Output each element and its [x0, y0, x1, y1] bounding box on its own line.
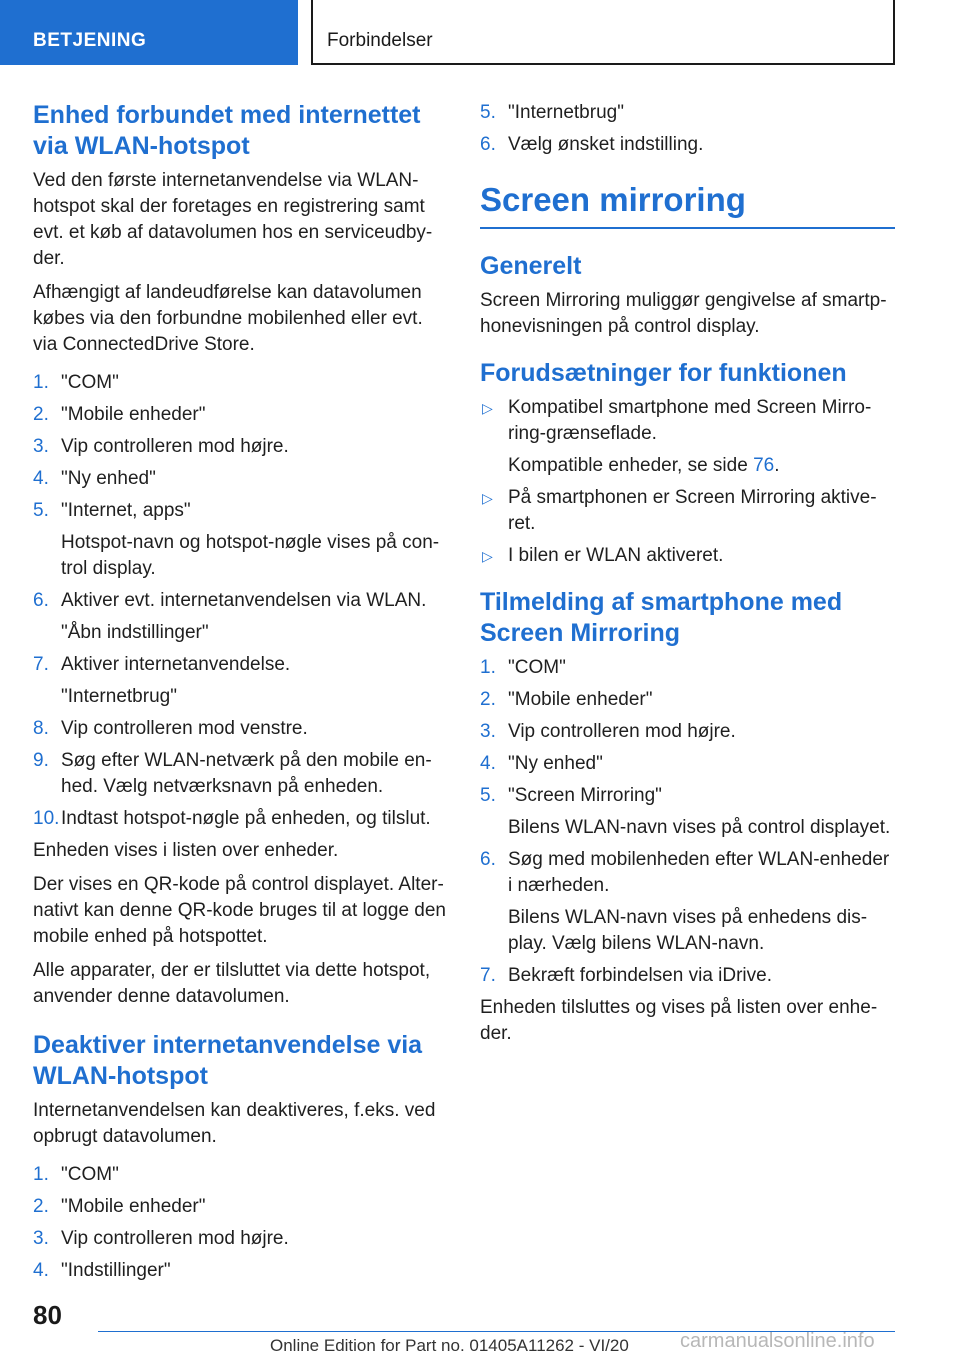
right-column [480, 100, 895, 1055]
list-item: 4. "Ny enhed" [480, 753, 603, 774]
triangle-bullet-icon: ▷ [482, 400, 493, 416]
paragraph: Alle apparater, der er tilsluttet via dette hotspot, anvender denne datavolumen. [33, 960, 431, 1007]
list-item: 3. Vip controlleren mod højre. [33, 1228, 289, 1249]
page-number: 80 [33, 1300, 62, 1330]
list-item: 5. "Internet, apps" Hotspot-navn og hotspot-nøgle vises på control display. [33, 500, 440, 579]
list-item: 10. Indtast hotspot-nøgle på enheden, og tilslut. [33, 808, 431, 829]
list-item: 6. Søg med mobilenheden efter WLAN-enheder i nærheden. Bilens WLAN-navn vises på enhedens display. Vælg bilens WLAN-navn. [480, 849, 890, 954]
list-item: ▷ Kompatibel smartphone med Screen Mirroring-grænseflade. Kompatible enheder, se side 76. [482, 397, 872, 476]
chapter-label: Forbindelser [327, 30, 433, 51]
section-tab [0, 0, 298, 65]
section-title-wlan-hotspot: Enhed forbundet med internettet via WLAN-hotspot [33, 101, 421, 160]
paragraph: Enheden vises i listen over enheder. [33, 840, 339, 861]
list-item: 2. "Mobile enheder" [33, 404, 206, 425]
paragraph: Afhængigt af landeudførelse kan datavolumen købes via den forbundne mobilenhed eller evt. via ConnectedDrive Store. [33, 282, 423, 355]
paragraph: Screen Mirroring muliggør gengivelse af smartphonevisningen på control display. [480, 290, 887, 337]
paragraph: Enheden tilsluttes og vises på listen over enheder. [480, 997, 878, 1044]
list-item: 4. "Indstillinger" [33, 1260, 171, 1281]
list-item: ▷ I bilen er WLAN aktiveret. [480, 543, 895, 569]
list-item: 7. Bekræft forbindelsen via iDrive. [480, 965, 772, 986]
list-item: 7. Aktiver internetanvendelse. "Internetbrug" [33, 654, 291, 707]
list-item: 2. "Mobile enheder" [480, 689, 653, 710]
section-title-deactivate: Deaktiver internetanvendelse via WLAN-hotspot [33, 1031, 423, 1090]
paragraph: Internetanvendelsen kan deaktiveres, f.eks. ved opbrugt datavolumen. [33, 1100, 436, 1147]
paragraph: Der vises en QR-kode på control displayet. Alternativt kan denne QR-kode bruges til at logge den mobile enhed på hotspottet. [33, 874, 446, 947]
section-label: BETJENING [33, 30, 147, 51]
section-title-register-smartphone: Tilmelding af smartphone med Screen Mirroring [480, 588, 843, 647]
steps-list-register [480, 655, 895, 989]
watermark: carmanualsonline.info [680, 1330, 875, 1352]
list-item: 1. "COM" [33, 1164, 119, 1185]
list-item: 6. Aktiver evt. internetanvendelsen via WLAN. "Åbn indstillinger" [33, 590, 427, 643]
list-item: ▷ På smartphonen er Screen Mirroring aktiveret. [482, 487, 877, 534]
list-item: 4. "Ny enhed" [33, 468, 156, 489]
list-item: 1. "COM" [33, 372, 119, 393]
chapter-tab [311, 0, 895, 65]
list-item: 5. "Internetbrug" [480, 102, 624, 123]
list-item: 1. "COM" [480, 657, 566, 678]
list-item: 9. Søg efter WLAN-netværk på den mobile enhed. Vælg netværksnavn på enheden. [33, 750, 432, 797]
list-item: 6. Vælg ønsket indstilling. [480, 134, 704, 155]
section-title-prerequisites: Forudsætninger for funktionen [480, 359, 847, 387]
list-item: 5. "Screen Mirroring" Bilens WLAN-navn vises på control displayet. [480, 785, 891, 838]
edition-note: Online Edition for Part no. 01405A11262 - VI/20 [270, 1336, 629, 1355]
left-column [33, 100, 448, 1290]
list-item: 3. Vip controlleren mod højre. [480, 721, 736, 742]
triangle-bullet-icon: ▷ [482, 490, 493, 506]
list-item: 3. Vip controlleren mod højre. [33, 436, 289, 457]
steps-list-deactivate [33, 1162, 448, 1284]
paragraph: Ved den første internetanvendelse via WLAN-hotspot skal der foretages en registrering samt evt. et køb af datavolumen hos en serviceudbyder. [33, 170, 433, 269]
steps-list-connect [33, 370, 448, 832]
list-item: 8. Vip controlleren mod venstre. [33, 718, 308, 739]
section-title-general: Generelt [480, 252, 582, 280]
list-item: 2. "Mobile enheder" [33, 1196, 206, 1217]
prerequisites-list [480, 395, 895, 569]
page-reference-link[interactable]: 76 [753, 455, 775, 476]
triangle-bullet-icon: ▷ [482, 548, 493, 564]
steps-list-continued [480, 100, 895, 158]
chapter-heading-screen-mirroring: Screen mirroring [480, 180, 895, 229]
